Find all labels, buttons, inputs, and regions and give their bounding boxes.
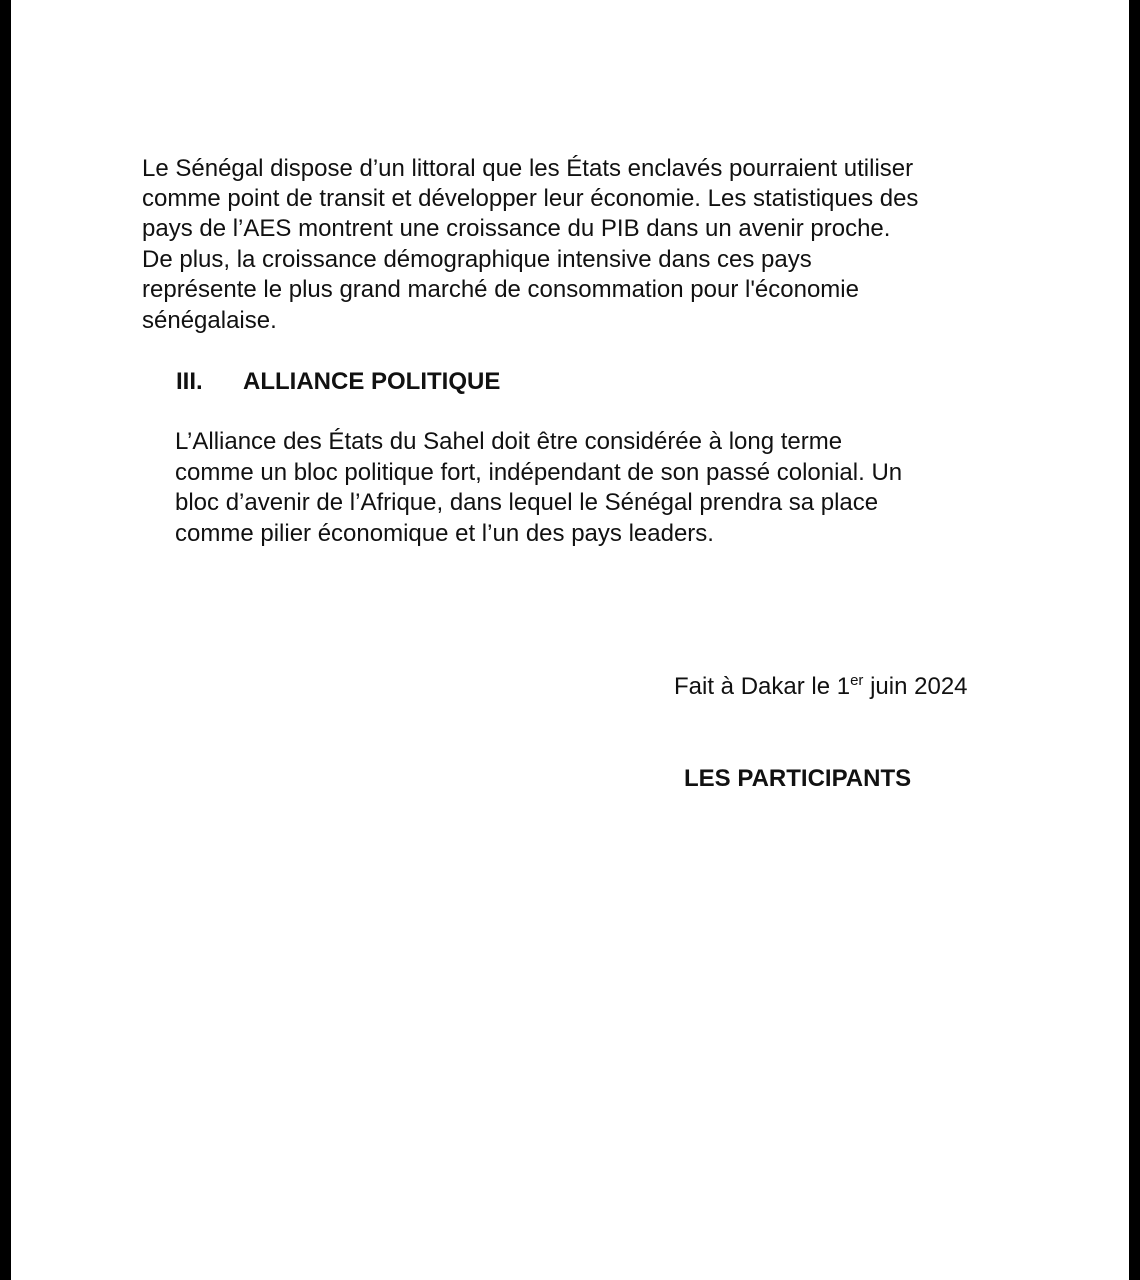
date-superscript: er [850,672,864,689]
document-page [11,0,1129,1280]
paragraph-economy [142,155,1022,345]
section-title: ALLIANCE POLITIQUE [243,368,501,395]
paragraph-line: comme un bloc politique fort, indépendant de son passé colonial. Un [175,459,903,486]
paragraph-line: L’Alliance des États du Sahel doit être considérée à long terme [175,428,843,455]
paragraph-line: représente le plus grand marché de consommation pour l'économie [142,276,859,303]
section-number: III. [176,368,203,395]
paragraph-line: sénégalaise. [142,307,277,334]
paragraph-line: De plus, la croissance démographique intensive dans ces pays [142,246,812,273]
paragraph-line: comme point de transit et développer leur économie. Les statistiques des [142,185,919,212]
paragraph-line: bloc d’avenir de l’Afrique, dans lequel le Sénégal prendra sa place [175,489,879,516]
paragraph-line: pays de l’AES montrent une croissance du PIB dans un avenir proche. [142,215,891,242]
signature: LES PARTICIPANTS [684,765,912,792]
date-place [674,673,968,701]
paragraph-line: comme pilier économique et l’un des pays leaders. [175,520,714,547]
paragraph-line: Le Sénégal dispose d’un littoral que les États enclavés pourraient utiliser [142,155,914,182]
date-prefix: Fait à Dakar le 1 [674,673,851,700]
paragraph-politics [175,428,1015,558]
date-suffix: juin 2024 [863,673,968,700]
